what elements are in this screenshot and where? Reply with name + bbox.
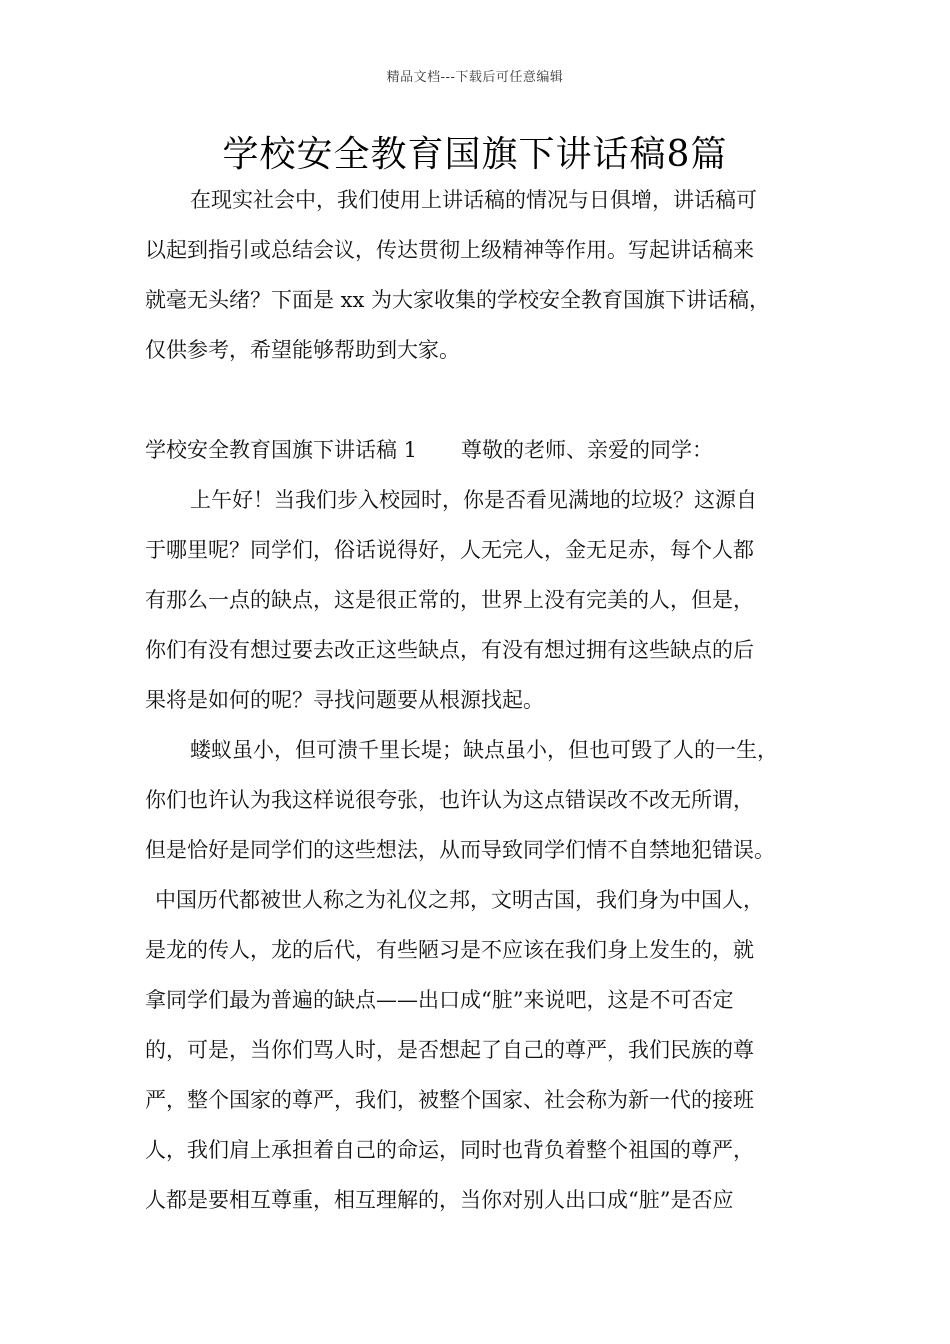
body-line: 于哪里呢？同学们，俗话说得好，人无完人，金无足赤，每个人都 (145, 538, 754, 562)
intro-line: 仅供参考，希望能够帮助到大家。 (145, 338, 460, 362)
body-line: 中国历代都被世人称之为礼仪之邦，文明古国，我们身为中国人， (155, 888, 764, 912)
body-line: 的，可是，当你们骂人时，是否想起了自己的尊严，我们民族的尊 (145, 1038, 754, 1062)
body-line: 果将是如何的呢？寻找问题要从根源找起。 (145, 688, 544, 712)
salutation: 尊敬的老师、亲爱的同学： (461, 438, 714, 462)
body-line: 蝼蚁虽小，但可溃千里长堤；缺点虽小，但也可毁了人的一生， (190, 738, 778, 762)
body-line: 有那么一点的缺点，这是很正常的，世界上没有完美的人，但是， (145, 588, 754, 612)
body-line: 你们有没有想过要去改正这些缺点，有没有想过拥有这些缺点的后 (145, 638, 754, 662)
document-title: 学校安全教育国旗下讲话稿8篇 (222, 134, 728, 175)
body-line: 严，整个国家的尊严，我们，被整个国家、社会称为新一代的接班 (145, 1088, 754, 1112)
header-note: 精品文档---下载后可任意编辑 (386, 70, 564, 85)
body-line: 拿同学们最为普遍的缺点——出口成“脏”来说吧，这是不可否定 (145, 988, 734, 1012)
intro-line: 在现实社会中，我们使用上讲话稿的情况与日俱增，讲话稿可 (190, 188, 757, 212)
body-line: 但是恰好是同学们的这些想法，从而导致同学们情不自禁地犯错误。 (145, 838, 775, 862)
intro-line: 就毫无头绪？下面是 xx 为大家收集的学校安全教育国旗下讲话稿， (145, 288, 771, 312)
section-heading-line (145, 435, 835, 465)
body-line: 是龙的传人，龙的后代，有些陋习是不应该在我们身上发生的，就 (145, 938, 754, 962)
intro-line: 以起到指引或总结会议，传达贯彻上级精神等作用。写起讲话稿来 (145, 238, 754, 262)
body-line: 上午好！当我们步入校园时，你是否看见满地的垃圾？这源自 (190, 488, 757, 512)
body-line: 你们也许认为我这样说很夸张，也许认为这点错误改不改无所谓， (145, 788, 754, 812)
body-line: 人都是要相互尊重，相互理解的，当你对别人出口成“脏”是否应 (145, 1188, 734, 1212)
section-heading: 学校安全教育国旗下讲话稿 1 (145, 438, 418, 462)
body-line: 人，我们肩上承担着自己的命运，同时也背负着整个祖国的尊严， (145, 1138, 754, 1162)
